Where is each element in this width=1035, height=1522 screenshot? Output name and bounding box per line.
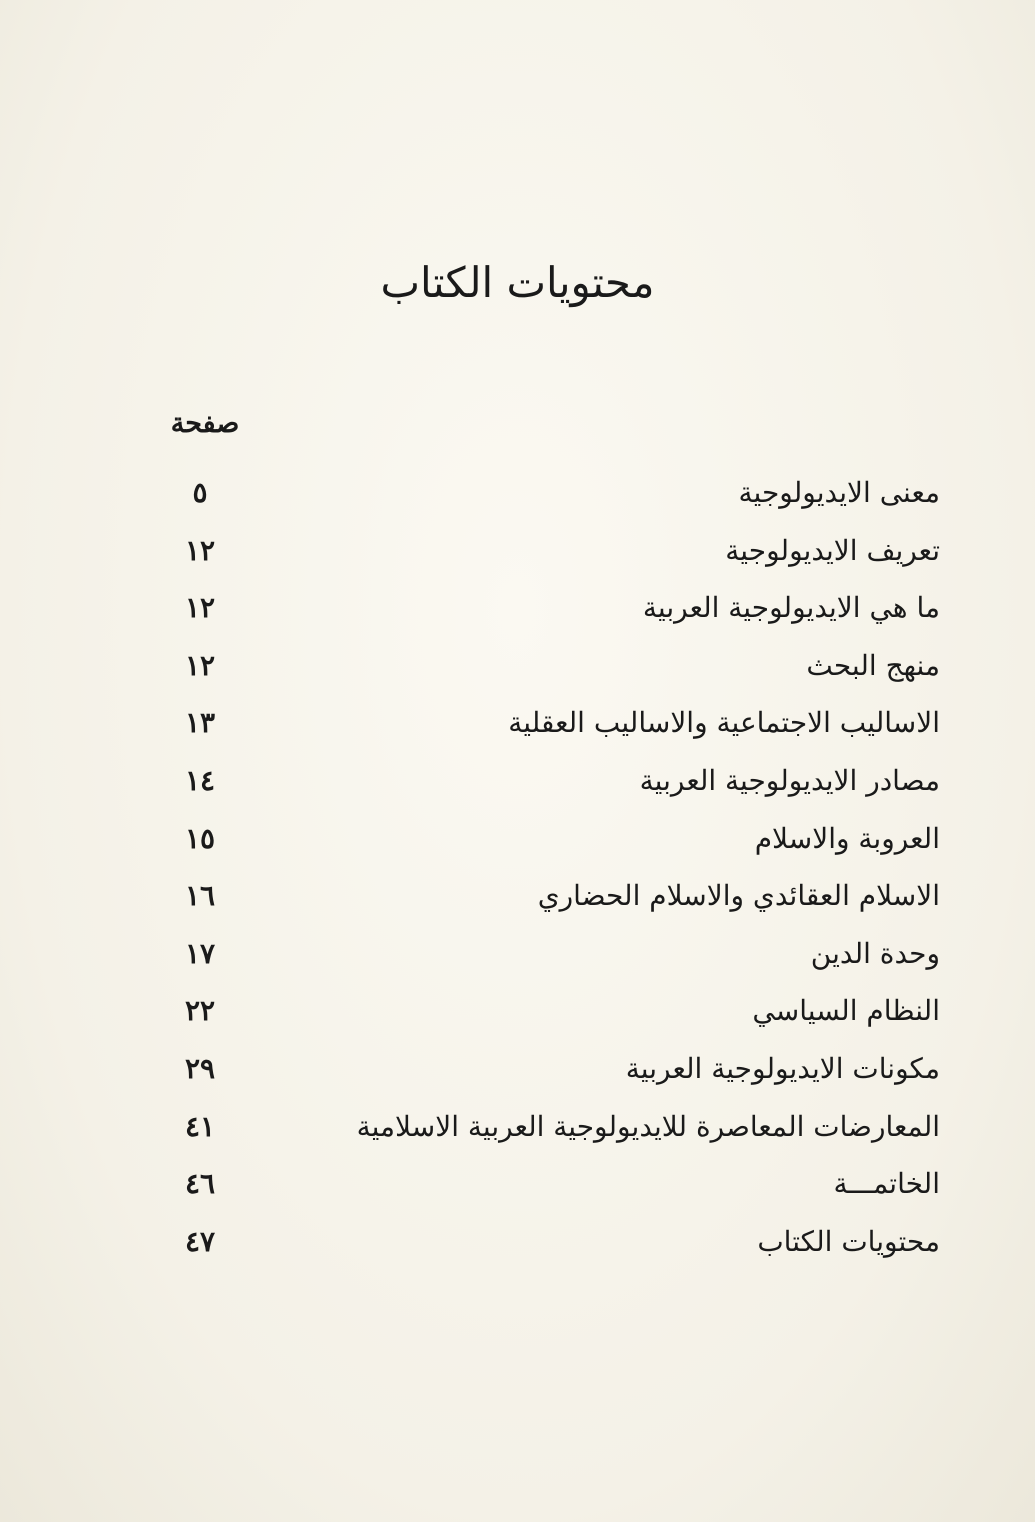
toc-entry-title: تعريف الايديولوجية [725,533,940,567]
toc-entry-title: محتويات الكتاب [757,1224,940,1258]
toc-entry [150,873,940,931]
toc-entry [150,758,940,816]
toc-entry [150,643,940,701]
toc-entry-title: النظام السياسي [752,994,940,1028]
toc-entry-page: ١٢ [184,648,216,682]
toc-entry-title: مكونات الايديولوجية العربية [625,1051,940,1085]
toc-entry [150,528,940,586]
toc-entry-page: ١٢ [184,591,216,625]
toc-entry-title: الاساليب الاجتماعية والاساليب العقلية [508,706,940,740]
page-column-header: صفحة [170,408,240,439]
toc-entry-page: ٤١ [184,1109,216,1143]
toc-entry-title: ما هي الايديولوجية العربية [642,591,940,625]
toc-entry [150,816,940,874]
toc-entry-page: ٢٩ [184,1051,216,1085]
toc-entry-page: ٥ [192,476,208,509]
toc-entry-title: معنى الايديولوجية [738,476,940,509]
toc-entry-title: المعارضات المعاصرة للايديولوجية العربية الاسلامية [356,1109,940,1143]
toc-entry-title: وحدة الدين [810,936,940,970]
toc-entry-page: ١٦ [184,879,216,913]
toc-entry-title: مصادر الايديولوجية العربية [639,763,940,797]
toc-entry-title: العروبة والاسلام [754,821,940,855]
toc-entry [150,1104,940,1162]
toc-entry-title: منهج البحث [806,648,940,682]
toc-entry-page: ١٧ [184,936,216,970]
toc-entry [150,585,940,643]
toc-entry [150,1161,940,1219]
toc-entry-page: ١٥ [184,821,216,855]
toc-entry-page: ٤٧ [184,1224,216,1258]
toc-entry [150,1046,940,1104]
page-title: محتويات الكتاب [380,258,655,307]
toc-entry [150,931,940,989]
toc-entry [150,470,940,528]
toc-entry-page: ٢٢ [184,994,216,1028]
toc-entry-title: الاسلام العقائدي والاسلام الحضاري [537,879,940,913]
toc-entry [150,988,940,1046]
toc-entry-page: ٤٦ [184,1167,216,1201]
toc-entry [150,1219,940,1277]
toc-entry-page: ١٣ [184,706,216,740]
toc-entry-title: الخاتمـــة [833,1167,940,1201]
table-of-contents [150,470,940,1276]
toc-entry-page: ١٢ [184,533,216,567]
toc-entry-page: ١٤ [184,763,216,797]
toc-entry [150,700,940,758]
